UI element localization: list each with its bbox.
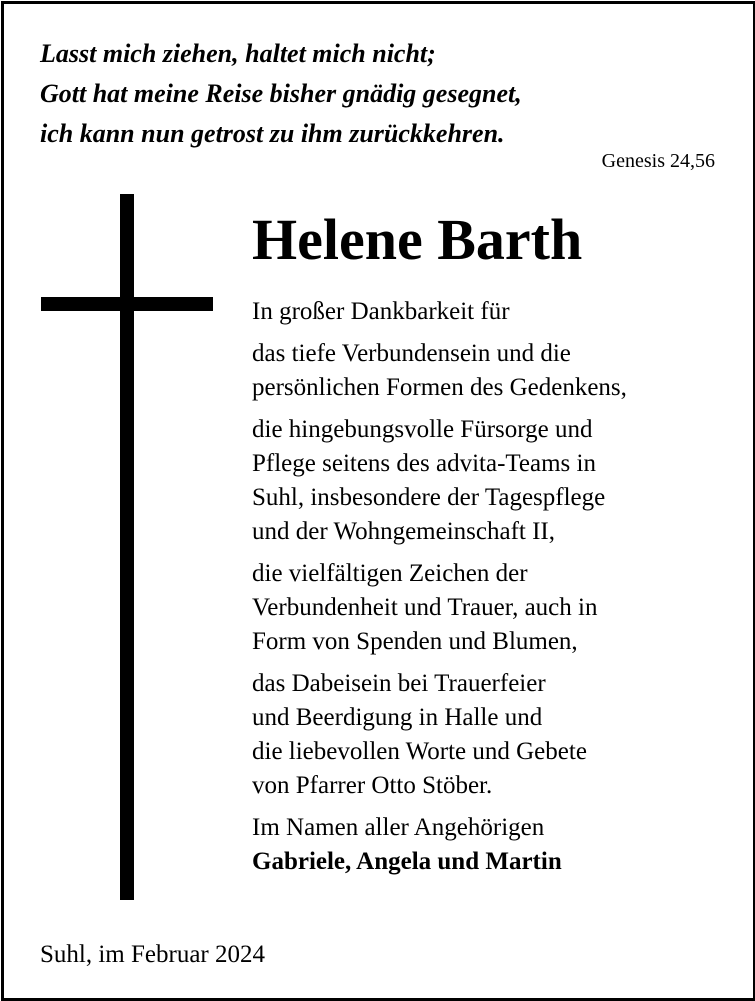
text-line: die liebevollen Worte und Gebete <box>252 738 587 765</box>
verse-line: Lasst mich ziehen, haltet mich nicht; <box>40 39 436 68</box>
text-line: Suhl, insbesondere der Tagespflege <box>252 484 606 511</box>
thanks-paragraph <box>252 667 627 803</box>
thanks-text <box>252 295 627 879</box>
text-line: persönlichen Formen des Gedenkens, <box>252 374 627 401</box>
relatives-line: Im Namen aller Angehörigen <box>252 814 545 841</box>
place-date: Suhl, im Februar 2024 <box>40 941 265 968</box>
text-line: und Beerdigung in Halle und <box>252 704 543 731</box>
verse-reference: Genesis 24,56 <box>601 150 715 172</box>
text-line: die vielfältigen Zeichen der <box>252 560 528 587</box>
thanks-paragraph <box>252 413 627 549</box>
text-line: von Pfarrer Otto Stöber. <box>252 772 493 799</box>
deceased-name: Helene Barth <box>252 207 583 272</box>
verse-line: ich kann nun getrost zu ihm zurückkehren. <box>40 119 505 148</box>
thanks-paragraph <box>252 337 627 405</box>
bible-verse <box>40 34 522 154</box>
text-line: das tiefe Verbundensein und die <box>252 340 571 367</box>
verse-line: Gott hat meine Reise bisher gnädig gesegnet, <box>40 79 522 108</box>
signers: Gabriele, Angela und Martin <box>252 848 562 875</box>
text-line: Pflege seitens des advita-Teams in <box>252 450 596 477</box>
thanks-paragraph <box>252 557 627 659</box>
cross-icon-crossbar <box>41 297 213 311</box>
text-line: Verbundenheit und Trauer, auch in <box>252 594 598 621</box>
text-line: das Dabeisein bei Trauerfeier <box>252 670 546 697</box>
text-line: die hingebungsvolle Fürsorge und <box>252 416 593 443</box>
thanks-intro: In großer Dankbarkeit für <box>252 298 510 325</box>
text-line: Form von Spenden und Blumen, <box>252 628 578 655</box>
text-line: und der Wohngemeinschaft II, <box>252 518 555 545</box>
